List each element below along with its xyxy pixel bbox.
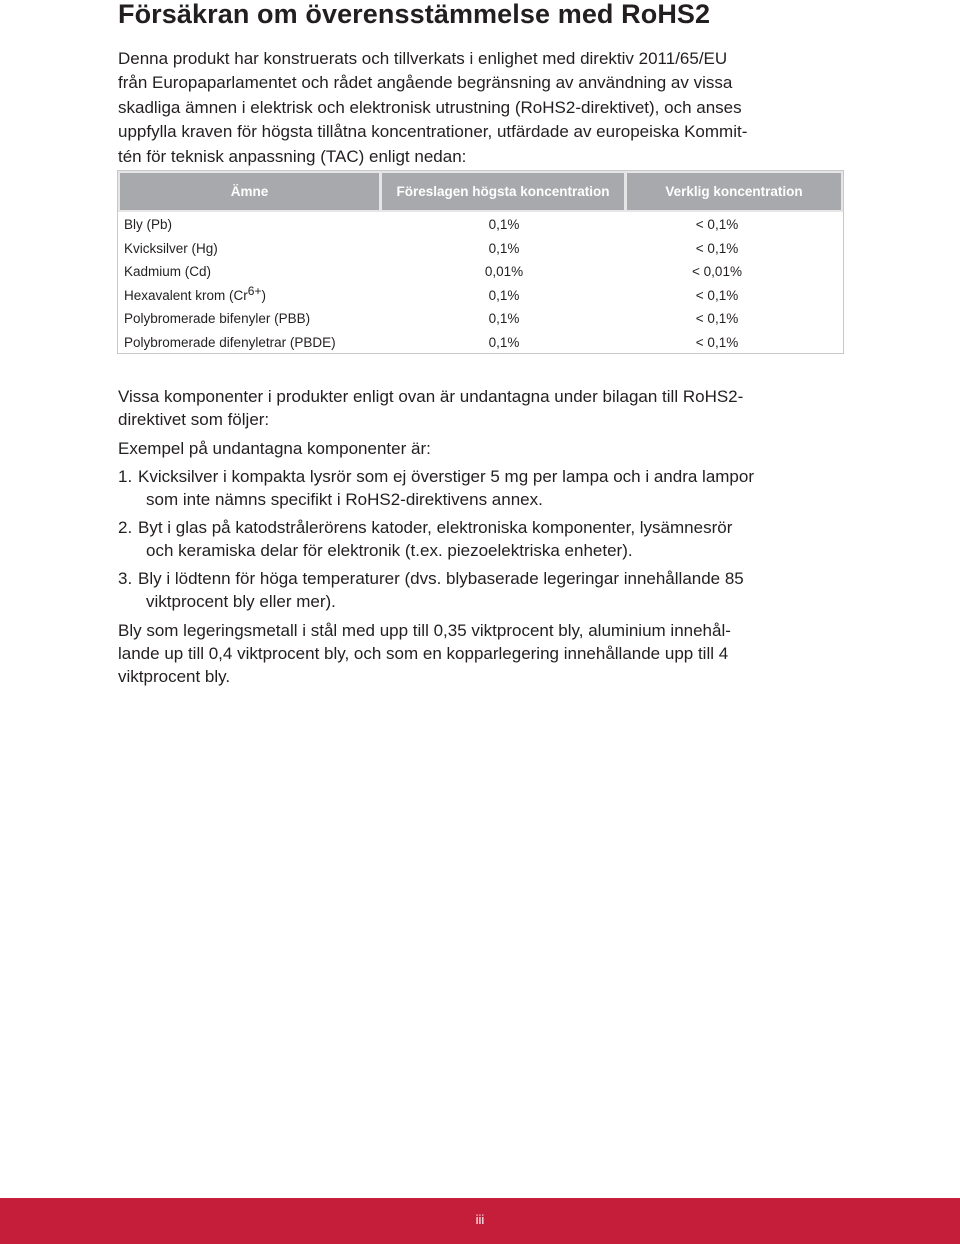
substance-suffix: ) — [261, 287, 266, 303]
substance-cell: Polybromerade difenyletrar (PBDE) — [124, 334, 336, 350]
closing-line: Bly som legeringsmetall i stål med upp till 0,35 viktprocent bly, aluminium innehål- — [118, 621, 731, 640]
list-number: 3. — [118, 569, 133, 588]
list-item — [118, 567, 848, 613]
header-proposed-concentration: Föreslagen högsta koncentration — [382, 173, 624, 210]
table-body — [118, 213, 843, 354]
proposed-cell: 0,1% — [488, 217, 520, 232]
list-line: som inte nämns specifikt i RoHS2-direktivens annex. — [146, 490, 543, 509]
proposed-cell: 0,1% — [488, 287, 520, 303]
actual-cell: < 0,1% — [695, 240, 739, 256]
actual-cell: < 0,1% — [695, 287, 739, 303]
exemption-line: direktivet som följer: — [118, 410, 270, 429]
actual-cell: < 0,1% — [695, 334, 739, 350]
list-line: viktprocent bly eller mer). — [146, 592, 336, 611]
closing-paragraph — [118, 619, 848, 688]
list-number: 1. — [118, 467, 133, 486]
list-item — [118, 516, 848, 562]
table-row — [118, 284, 843, 308]
header-actual-concentration: Verklig koncentration — [627, 173, 841, 210]
list-number: 2. — [118, 518, 133, 537]
rohs-substance-table — [117, 170, 844, 354]
proposed-cell: 0,1% — [488, 334, 520, 350]
page-title: Försäkran om överensstämmelse med RoHS2 — [118, 0, 711, 29]
table-row — [118, 331, 843, 355]
footer-bar — [0, 1198, 960, 1244]
exemption-line: Vissa komponenter i produkter enligt ovan är undantagna under bilagan till RoHS2- — [118, 387, 744, 406]
intro-line: tén för teknisk anpassning (TAC) enligt nedan: — [118, 146, 467, 166]
page-number: iii — [475, 1212, 485, 1227]
intro-line: skadliga ämnen i elektrisk och elektronisk utrustning (RoHS2-direktivet), och anses — [118, 97, 742, 117]
substance-cell: Polybromerade bifenyler (PBB) — [124, 311, 311, 326]
table-row — [118, 213, 843, 237]
substance-cell — [124, 283, 266, 303]
substance-cell: Bly (Pb) — [124, 217, 173, 232]
closing-line: lande up till 0,4 viktprocent bly, och som en kopparlegering innehållande upp till 4 — [118, 644, 729, 663]
intro-line: från Europaparlamentet och rådet angående begränsning av användning av vissa — [118, 73, 733, 93]
list-line: Bly i lödtenn för höga temperaturer (dvs. blybaserade legeringar innehållande 85 — [138, 569, 744, 588]
substance-cell: Kvicksilver (Hg) — [124, 240, 218, 256]
closing-line: viktprocent bly. — [118, 667, 231, 686]
table-row — [118, 307, 843, 331]
intro-line: Denna produkt har konstruerats och tillverkats i enlighet med direktiv 2011/65/EU — [118, 49, 728, 68]
table-header — [118, 171, 843, 212]
actual-cell: < 0,01% — [692, 264, 742, 279]
substance-cell: Kadmium (Cd) — [124, 264, 212, 279]
header-substance: Ämne — [120, 173, 379, 210]
examples-heading: Exempel på undantagna komponenter är: — [118, 439, 431, 458]
proposed-cell: 0,1% — [488, 311, 520, 326]
list-line: Kvicksilver i kompakta lysrör som ej överstiger 5 mg per lampa och i andra lampor — [138, 467, 755, 486]
actual-cell: < 0,1% — [695, 217, 739, 232]
proposed-cell: 0,01% — [484, 264, 524, 279]
table-row — [118, 260, 843, 284]
intro-line: uppfylla kraven för högsta tillåtna koncentrationer, utfärdade av europeiska Kommit- — [118, 122, 748, 142]
substance-name: Hexavalent krom (Cr — [124, 287, 248, 303]
intro-paragraph — [118, 47, 848, 169]
exemption-paragraph — [118, 385, 848, 431]
list-line: och keramiska delar för elektronik (t.ex. piezoelektriska enheter). — [146, 541, 633, 560]
actual-cell: < 0,1% — [695, 311, 739, 326]
proposed-cell: 0,1% — [488, 240, 520, 256]
list-line: Byt i glas på katodstrålerörens katoder, elektroniska komponenter, lysämnesrör — [138, 518, 733, 537]
table-row — [118, 237, 843, 261]
list-item — [118, 465, 848, 511]
superscript: 6+ — [247, 283, 262, 298]
